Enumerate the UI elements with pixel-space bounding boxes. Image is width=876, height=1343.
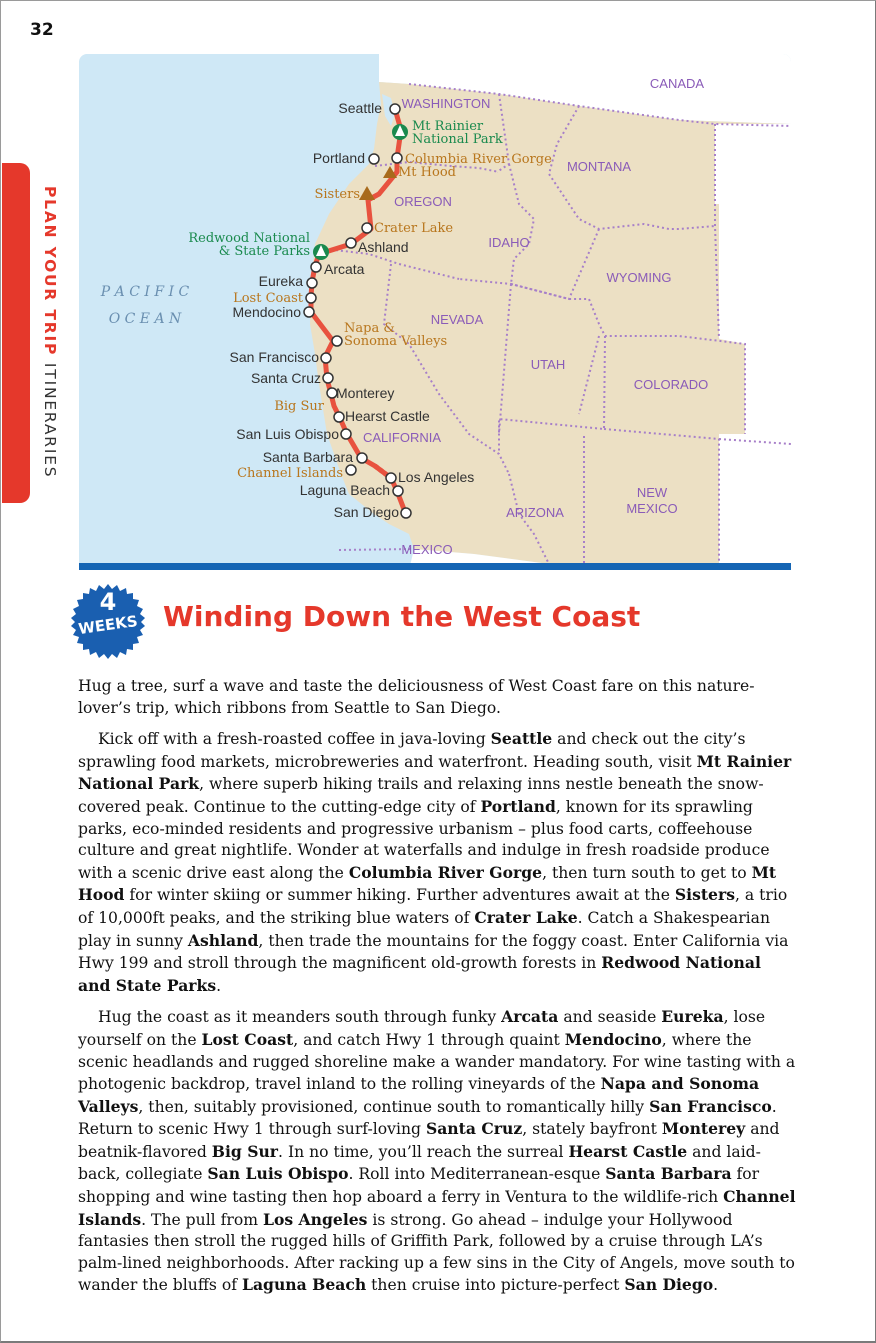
city-label-san-francisco: San Francisco — [229, 349, 319, 365]
city-label-arcata: Arcata — [324, 261, 365, 277]
attraction-big-sur: Big Sur — [274, 399, 324, 414]
place-name: Crater Lake — [474, 907, 578, 927]
attraction-columbia-river-gorge: Columbia River Gorge — [405, 152, 552, 167]
attraction-napa-1: Napa & — [344, 321, 395, 336]
place-name: Channel Islands — [78, 1187, 796, 1229]
city-label-laguna-beach: Laguna Beach — [299, 482, 390, 498]
city-label-mendocino: Mendocino — [232, 304, 301, 320]
place-name: San Diego — [624, 1275, 714, 1295]
side-tab-subsection: ITINERARIES — [41, 356, 59, 479]
place-name: Los Angeles — [262, 1209, 368, 1229]
attraction-crater-lake: Crater Lake — [374, 221, 454, 236]
intro-paragraph: Hug a tree, surf a wave and taste the deliciousness of West Coast fare on this nature-lover’s trip, which ribbons from Seattle to San Diego. — [78, 677, 755, 717]
state-label-utah: UTAH — [530, 357, 566, 372]
ocean-label-2: O C E A N — [108, 311, 182, 327]
city-label-hearst-castle: Hearst Castle — [345, 408, 430, 424]
duration-badge — [69, 582, 147, 660]
map-bottom-bar — [79, 563, 791, 570]
city-label-eureka: Eureka — [258, 273, 303, 289]
place-name: Mt Hood — [78, 862, 777, 905]
city-label-portland: Portland — [312, 150, 365, 166]
place-name: Napa and Sonoma Valleys — [78, 1074, 760, 1116]
page-number: 32 — [30, 20, 54, 40]
place-name: Ashland — [187, 930, 259, 950]
attraction-mt-hood: Mt Hood — [398, 165, 456, 180]
paragraph-2: Hug the coast as it meanders south through funky Arcata and seaside Eureka, lose yourself on the Lost Coast, and catch Hwy 1 through quaint Mendocino, where the scenic headlands and rugged shoreline make a wander mandatory. For wine tasting with a photogenic backdrop, travel inland to the rolling vineyards of the Napa and Sonoma Valleys, then, suitably provisioned, continue south to romantically hilly San Francisco. Return to scenic Hwy 1 through surf-loving Santa Cruz, stately bayfront Monterey and beatnik-flavored Big Sur. In no time, you’ll reach the surreal Hearst Castle and laid-back, collegiate San Luis Obispo. Roll into Mediterranean-esque Santa Barbara for shopping and wine tasting then hop aboard a ferry in Ventura to the wildlife-rich Channel Islands. The pull from Los Angeles is strong. Go ahead – indulge your Hollywood fantasies then stroll the rugged hills of Griffith Park, followed by a cruise through LA’s palm-lined neighborhoods. After racking up a few sins in the City of Angels, move south to wander the bluffs of Laguna Beach then cruise into picture-perfect San Diego. — [78, 1007, 796, 1295]
park-label-rainier-1: Mt Rainier — [412, 119, 484, 134]
state-label-new-mexico-2: MEXICO — [626, 501, 678, 516]
city-label-san-luis-obispo: San Luis Obispo — [236, 426, 339, 442]
place-name: Redwood National and State Parks — [78, 953, 761, 995]
attraction-napa-2: Sonoma Valleys — [344, 334, 448, 349]
side-tab-marker — [2, 163, 30, 503]
park-label-rainier-2: National Park — [412, 132, 503, 147]
park-label-redwood-1: Redwood National — [188, 231, 310, 246]
city-label-ashland: Ashland — [358, 239, 409, 255]
side-tab-label — [35, 186, 65, 479]
place-name: Columbia River Gorge — [348, 862, 543, 882]
city-label-san-diego: San Diego — [333, 504, 399, 520]
place-name: Mendocino — [564, 1029, 662, 1049]
place-name: Lost Coast — [201, 1029, 294, 1049]
state-label-wyoming: WYOMING — [606, 270, 672, 285]
attraction-channel-islands: Channel Islands — [237, 466, 343, 481]
state-label-california: CALIFORNIA — [362, 430, 442, 445]
state-label-idaho: IDAHO — [488, 235, 530, 250]
badge-unit: WEEKS — [77, 611, 139, 639]
place-name: Eureka — [661, 1007, 724, 1027]
badge-number: 4 — [99, 588, 117, 616]
state-label-nevada: NEVADA — [430, 312, 484, 327]
city-label-santa-cruz: Santa Cruz — [250, 370, 321, 386]
itinerary-title: Winding Down the West Coast — [163, 600, 641, 633]
state-label-arizona: ARIZONA — [506, 505, 564, 520]
place-name: Arcata — [501, 1007, 559, 1027]
state-label-washington: WASHINGTON — [401, 96, 491, 111]
place-name: Big Sur — [211, 1141, 279, 1161]
place-name: San Francisco — [649, 1096, 772, 1116]
place-name: Portland — [480, 796, 556, 816]
state-label-new-mexico-1: NEW — [636, 485, 668, 500]
place-name: Sisters — [674, 885, 735, 905]
itinerary-body — [78, 676, 796, 1306]
city-label-los-angeles: Los Angeles — [398, 469, 475, 485]
place-name: Seattle — [490, 729, 553, 749]
city-label-santa-barbara: Santa Barbara — [262, 449, 353, 465]
country-label-mexico: MEXICO — [401, 542, 453, 557]
place-name: Mt Rainier National Park — [78, 751, 792, 794]
paragraph-1: Kick off with a fresh-roasted coffee in java-loving Seattle and check out the city’s sprawling food markets, microbreweries and waterfront. Heading south, visit Mt Rainier National Park, where superb hiking trails and relaxing inns nestle beneath the snow-covered peak. Continue to the cutting-edge city of Portland, known for its sprawling parks, eco-minded residents and progressive urbanism – plus food carts, coffeehouse culture and great nightlife. Wonder at waterfalls and indulge in fresh roadside produce with a scenic drive east along the Columbia River Gorge, then turn south to get to Mt Hood for winter skiing or summer hiking. Further adventures await at the Sisters, a trio of 10,000ft peaks, and the striking blue waters of Crater Lake. Catch a Shakespearian play in sunny Ashland, then trade the mountains for the foggy coast. Enter California via Hwy 199 and stroll through the magnificent old-growth forests in Redwood National and State Parks. — [78, 729, 792, 995]
place-name: Hearst Castle — [568, 1141, 688, 1161]
country-label-canada: CANADA — [649, 76, 705, 91]
attraction-lost-coast: Lost Coast — [233, 291, 303, 306]
city-label-monterey: Monterey — [336, 385, 395, 401]
route-map — [79, 54, 791, 570]
state-label-montana: MONTANA — [566, 159, 632, 174]
place-name: Monterey — [661, 1119, 746, 1139]
east-region — [719, 434, 791, 570]
side-tab-section: PLAN YOUR TRIP — [41, 186, 59, 357]
place-name: Laguna Beach — [241, 1275, 367, 1295]
state-label-colorado: COLORADO — [633, 377, 709, 392]
place-name: Santa Cruz — [425, 1119, 523, 1139]
ocean-label-1: P A C I F I C — [100, 284, 190, 300]
park-label-redwood-2: & State Parks — [218, 244, 310, 259]
state-label-oregon: OREGON — [394, 194, 452, 209]
place-name: Santa Barbara — [605, 1164, 732, 1184]
city-label-seattle: Seattle — [338, 100, 382, 116]
place-name: San Luis Obispo — [207, 1164, 349, 1184]
attraction-sisters: Sisters — [314, 187, 360, 202]
